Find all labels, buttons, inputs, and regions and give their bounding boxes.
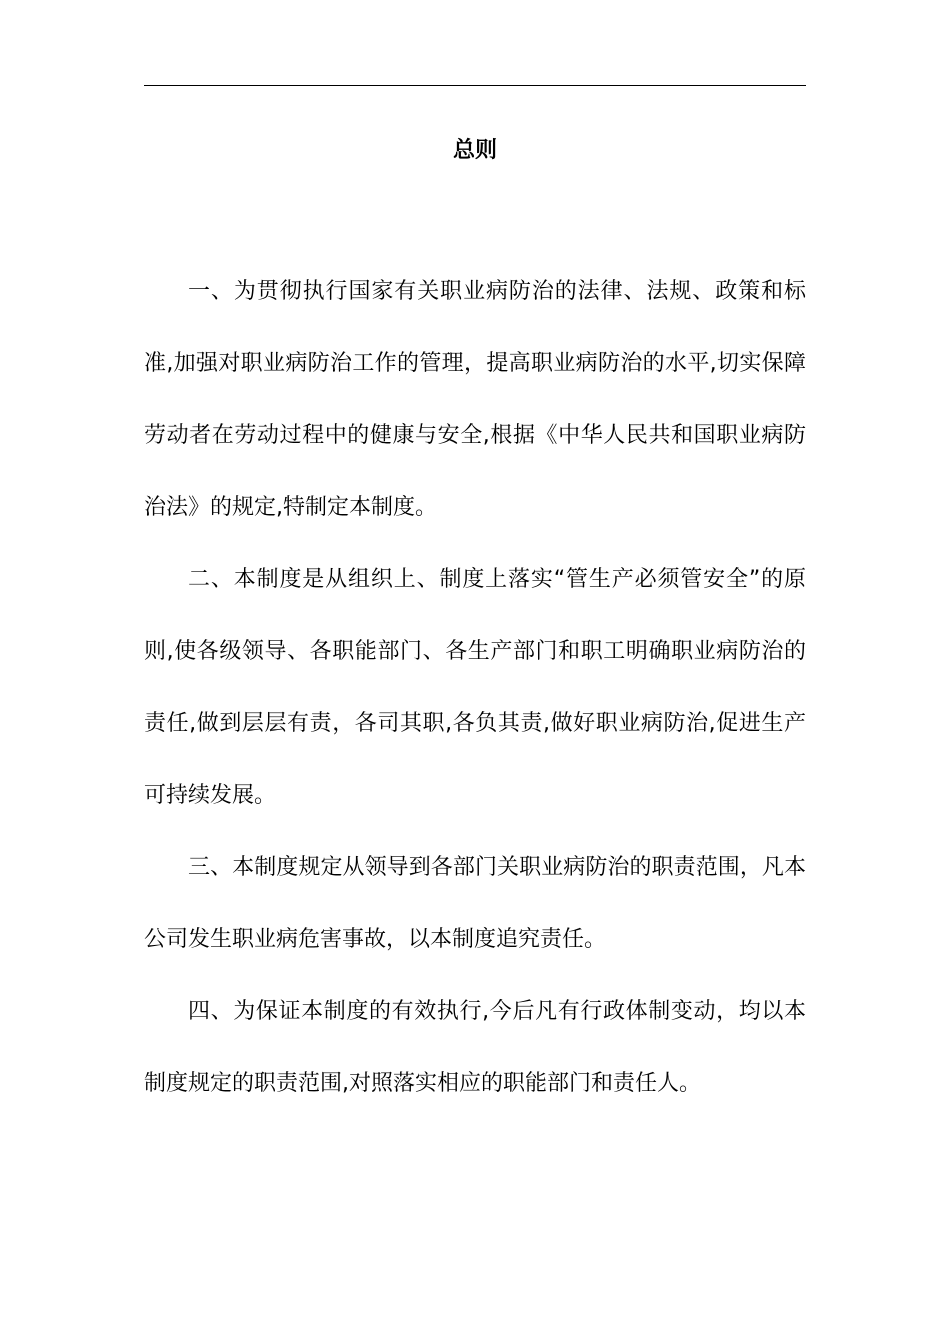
document-body	[144, 256, 806, 1120]
header-rule	[144, 85, 806, 86]
paragraph-3: 三、本制度规定从领导到各部门关职业病防治的职责范围，凡本公司发生职业病危害事故，以本制度追究责任。	[144, 855, 806, 952]
paragraph-1: 一、为贯彻执行国家有关职业病防治的法律、法规、政策和标准,加强对职业病防治工作的管理，提高职业病防治的水平,切实保障劳动者在劳动过程中的健康与安全,根据《中华人民共和国职业病防治法》的规定,特制定本制度。	[144, 279, 806, 520]
paragraph-4: 四、为保证本制度的有效执行,今后凡有行政体制变动，均以本制度规定的职责范围,对照落实相应的职能部门和责任人。	[144, 999, 806, 1096]
page-title: 总则	[452, 138, 497, 163]
paragraph-2: 二、本制度是从组织上、制度上落实“管生产必须管安全”的原则,使各级领导、各职能部门、各生产部门和职工明确职业病防治的责任,做到层层有责，各司其职,各负其责,做好职业病防治,促进生产可持续发展。	[144, 567, 806, 808]
